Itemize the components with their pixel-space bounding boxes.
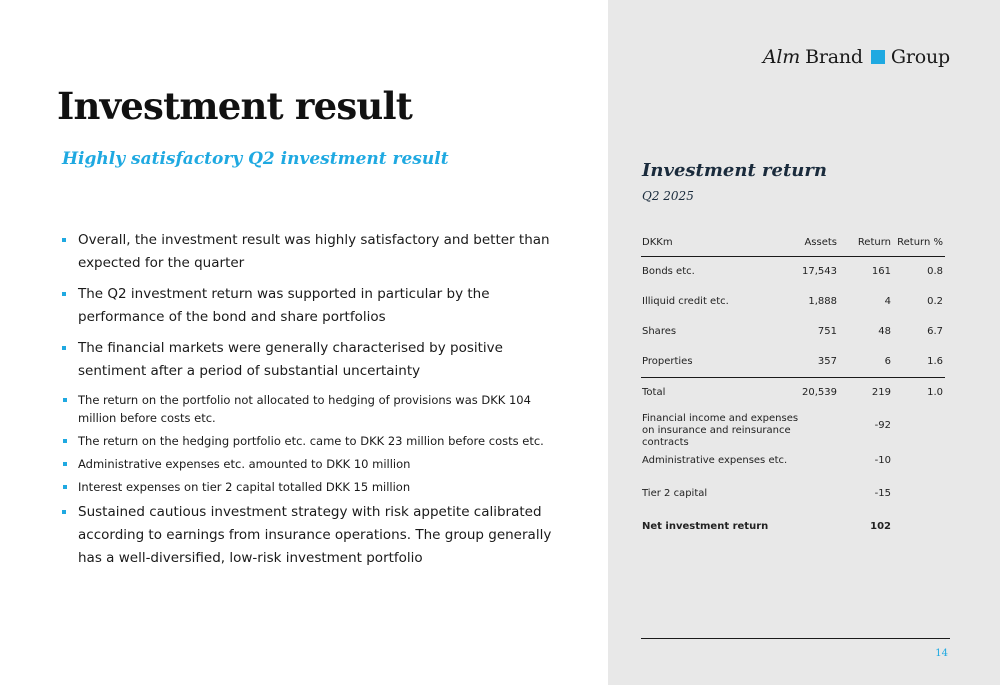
sub-bullet-item: Interest expenses on tier 2 capital totalled DKK 15 million: [56, 478, 562, 496]
header-label: DKKm: [642, 237, 673, 248]
table-title: Investment return: [642, 160, 827, 181]
table-row: [641, 257, 945, 287]
brand-logo-group: Group: [890, 46, 950, 68]
total-return-pct: 1.0: [927, 387, 943, 398]
bullet-list: [62, 229, 562, 578]
sub-bullet-item: Administrative expenses etc. amounted to DKK 10 million: [56, 455, 562, 473]
investment-return-table: [641, 230, 945, 543]
admin-return: -10: [874, 455, 891, 466]
footer-divider: [641, 638, 950, 639]
header-return-pct: Return %: [897, 237, 943, 248]
bullet-square-icon: [62, 346, 66, 350]
bullet-item: The financial markets were generally characterised by positive sentiment after a period of substantial uncertainty: [62, 337, 562, 383]
row-assets: 357: [817, 356, 837, 367]
bullet-square-icon: [62, 510, 66, 514]
net-label: Net investment return: [642, 521, 769, 532]
bullet-square-icon: [63, 439, 67, 443]
bullet-square-icon: [63, 398, 67, 402]
bullet-square-icon: [63, 485, 67, 489]
sub-bullet-item: The return on the hedging portfolio etc. came to DKK 23 million before costs etc.: [56, 432, 562, 450]
row-label: Bonds etc.: [642, 266, 695, 277]
row-return-pct: 1.6: [927, 356, 943, 367]
table-row: [641, 347, 945, 378]
brand-logo-brand: Brand: [805, 46, 863, 68]
row-return: 6: [884, 356, 891, 367]
bullet-square-icon: [63, 462, 67, 466]
row-return: 48: [878, 326, 891, 337]
table-row: [641, 317, 945, 347]
tier2-return: -15: [874, 488, 891, 499]
bullet-square-icon: [62, 292, 66, 296]
row-label: Properties: [642, 356, 693, 367]
sub-bullet-item: The return on the portfolio not allocated to hedging of provisions was DKK 104 million before costs etc.: [56, 391, 562, 427]
table-period: Q2 2025: [642, 189, 694, 203]
row-return: 161: [871, 266, 891, 277]
row-assets: 751: [817, 326, 837, 337]
table-total-row: [641, 378, 945, 408]
financial-label: Financial income and expenses on insurance and reinsurance contracts: [642, 413, 799, 448]
tier2-label: Tier 2 capital: [642, 488, 708, 499]
admin-label: Administrative expenses etc.: [642, 455, 788, 466]
total-assets: 20,539: [802, 387, 837, 398]
header-return: Return: [857, 237, 891, 248]
bullet-item: The Q2 investment return was supported in particular by the performance of the bond and share portfolios: [62, 283, 562, 329]
row-return-pct: 0.2: [927, 296, 943, 307]
brand-square-icon: [871, 50, 885, 64]
financial-return: -92: [874, 420, 891, 431]
row-label: Illiquid credit etc.: [642, 296, 729, 307]
table-row-tier2: [641, 477, 945, 510]
page-subtitle: Highly satisfactory Q2 investment result: [62, 149, 449, 169]
table-row-financial: [641, 408, 945, 448]
row-assets: 1,888: [808, 296, 837, 307]
bullet-item: Overall, the investment result was highly satisfactory and better than expected for the quarter: [62, 229, 562, 275]
page-title: Investment result: [57, 84, 413, 128]
header-assets: Assets: [804, 237, 837, 248]
page-number: 14: [935, 648, 948, 659]
row-label: Shares: [642, 326, 677, 337]
table-header-row: [641, 230, 945, 257]
table-row-net: [641, 510, 945, 543]
net-return: 102: [870, 521, 891, 532]
total-return: 219: [871, 387, 891, 398]
brand-logo-alm: Alm: [762, 46, 801, 68]
table-row: [641, 287, 945, 317]
table-row-admin: [641, 444, 945, 477]
row-return-pct: 0.8: [927, 266, 943, 277]
bullet-item: Sustained cautious investment strategy with risk appetite calibrated according to earnings from insurance operations. The group generally has a well-diversified, low-risk investment portfolio: [62, 501, 562, 570]
row-assets: 17,543: [802, 266, 837, 277]
bullet-square-icon: [62, 238, 66, 242]
brand-logo: [763, 46, 950, 68]
total-label: Total: [642, 387, 666, 398]
row-return: 4: [884, 296, 891, 307]
row-return-pct: 6.7: [927, 326, 943, 337]
